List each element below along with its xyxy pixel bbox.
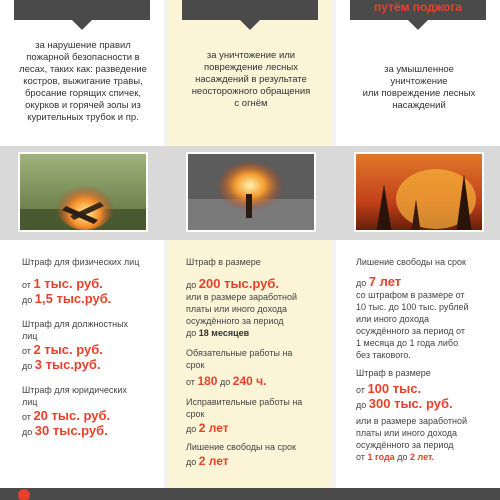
fine-range-to: до 1,5 тыс.руб. (22, 291, 112, 306)
fine-alt-line: платы или иного дохода (186, 304, 288, 314)
col3-description (344, 64, 494, 112)
officials-label: Штраф для должностных (22, 319, 129, 329)
fine-alt-line: или в размере заработной (186, 292, 298, 302)
imprisonment-detail: со штрафом в размере от (356, 290, 465, 300)
desc-line: насаждений в результате (195, 74, 307, 85)
fine-range-to: до 300 тыс. руб. (356, 396, 453, 411)
fine-alt-line: осуждённого за период (186, 316, 284, 326)
column-header-bar (350, 0, 486, 20)
campfire-photo (18, 152, 148, 232)
fine-alt-period: до 18 месяцев (186, 328, 250, 338)
header-pointer (240, 20, 260, 30)
fine-alt-line: платы или иного дохода (356, 428, 458, 438)
imprisonment-detail: 10 тыс. до 100 тыс. рублей (356, 302, 469, 312)
desc-line: или повреждение лесных (362, 88, 476, 99)
fine-alt-line: осуждённого за период (356, 440, 454, 450)
imprisonment-label: Лишение свободы на срок (186, 442, 296, 452)
fine-label: Штраф в размере (356, 368, 431, 378)
correctional-work-label: срок (186, 409, 205, 419)
correctional-work-term: до 2 лет (186, 421, 229, 435)
desc-line: за нарушение правил (35, 40, 131, 51)
physical-persons-label: Штраф для физических лиц (22, 257, 140, 267)
imprisonment-term: до 2 лет (186, 454, 229, 468)
fine-label: Штраф в размере (186, 257, 261, 267)
desc-line: окурков и горячей золы из (25, 100, 141, 111)
mandatory-work-label: срок (186, 360, 205, 370)
footer-bar (0, 488, 500, 500)
fine-amount: до 200 тыс.руб. (186, 276, 280, 291)
desc-line: неосторожного обращения (191, 86, 311, 97)
desc-line: бросание горящих спичек, (24, 88, 142, 99)
col1-description (8, 40, 158, 124)
burning-tree-photo (186, 152, 316, 232)
header-pointer (72, 20, 92, 30)
desc-line: лесах, таких как: разведение (19, 64, 147, 75)
column-divider (332, 0, 336, 500)
imprisonment-detail: 1 месяца до 1 года либо (356, 338, 459, 348)
mandatory-work-label: Обязательные работы на (186, 348, 293, 358)
fine-range-to: до 3 тыс.руб. (22, 357, 101, 372)
col3-fines (356, 256, 498, 463)
imprisonment-term: до 7 лет (356, 274, 402, 289)
forest-fire-photo (354, 152, 484, 232)
imprisonment-detail: без такового. (356, 350, 411, 360)
imprisonment-detail: или иного дохода (356, 314, 430, 324)
fine-alt-period: от 1 года до 2 лет. (356, 452, 435, 462)
imprisonment-detail: осуждённого за период от (356, 326, 465, 336)
column-header-bar (14, 0, 150, 20)
desc-line: с огнём (234, 98, 268, 109)
imprisonment-label: Лишение свободы на срок (356, 257, 466, 267)
fine-alt-line: или в размере заработной (356, 416, 468, 426)
officials-label: лиц (22, 331, 38, 341)
mandatory-work-range: от 180 до 240 ч. (186, 374, 267, 388)
correctional-work-label: Исправительные работы на (186, 397, 303, 407)
desc-line: курительных трубок и пр. (27, 112, 139, 123)
desc-line: уничтожение (390, 76, 448, 87)
column-header-bar (182, 0, 318, 20)
fine-range-from: от 100 тыс. (356, 381, 422, 396)
col2-fines (186, 256, 330, 468)
fine-range-to: до 30 тыс.руб. (22, 423, 108, 438)
desc-line: насаждений (392, 100, 446, 111)
header-pointer (408, 20, 428, 30)
desc-line: за умышленное (384, 64, 454, 75)
fine-range-from: от 1 тыс. руб. (22, 276, 103, 291)
alert-icon (18, 489, 30, 500)
col1-fines (22, 256, 162, 438)
column-divider (164, 0, 168, 500)
arson-header-title: путём поджога (373, 0, 463, 14)
col2-description (176, 50, 326, 110)
desc-line: пожарной безопасности в (26, 52, 140, 63)
legal-entities-label: Штраф для юридических (22, 385, 127, 395)
fine-range-from: от 2 тыс. руб. (22, 342, 103, 357)
desc-line: за уничтожение или (206, 50, 296, 61)
desc-line: костров, выжигание травы, (23, 76, 143, 87)
legal-entities-label: лиц (22, 397, 38, 407)
desc-line: повреждение лесных (204, 62, 298, 73)
fine-range-from: от 20 тыс. руб. (22, 408, 111, 423)
